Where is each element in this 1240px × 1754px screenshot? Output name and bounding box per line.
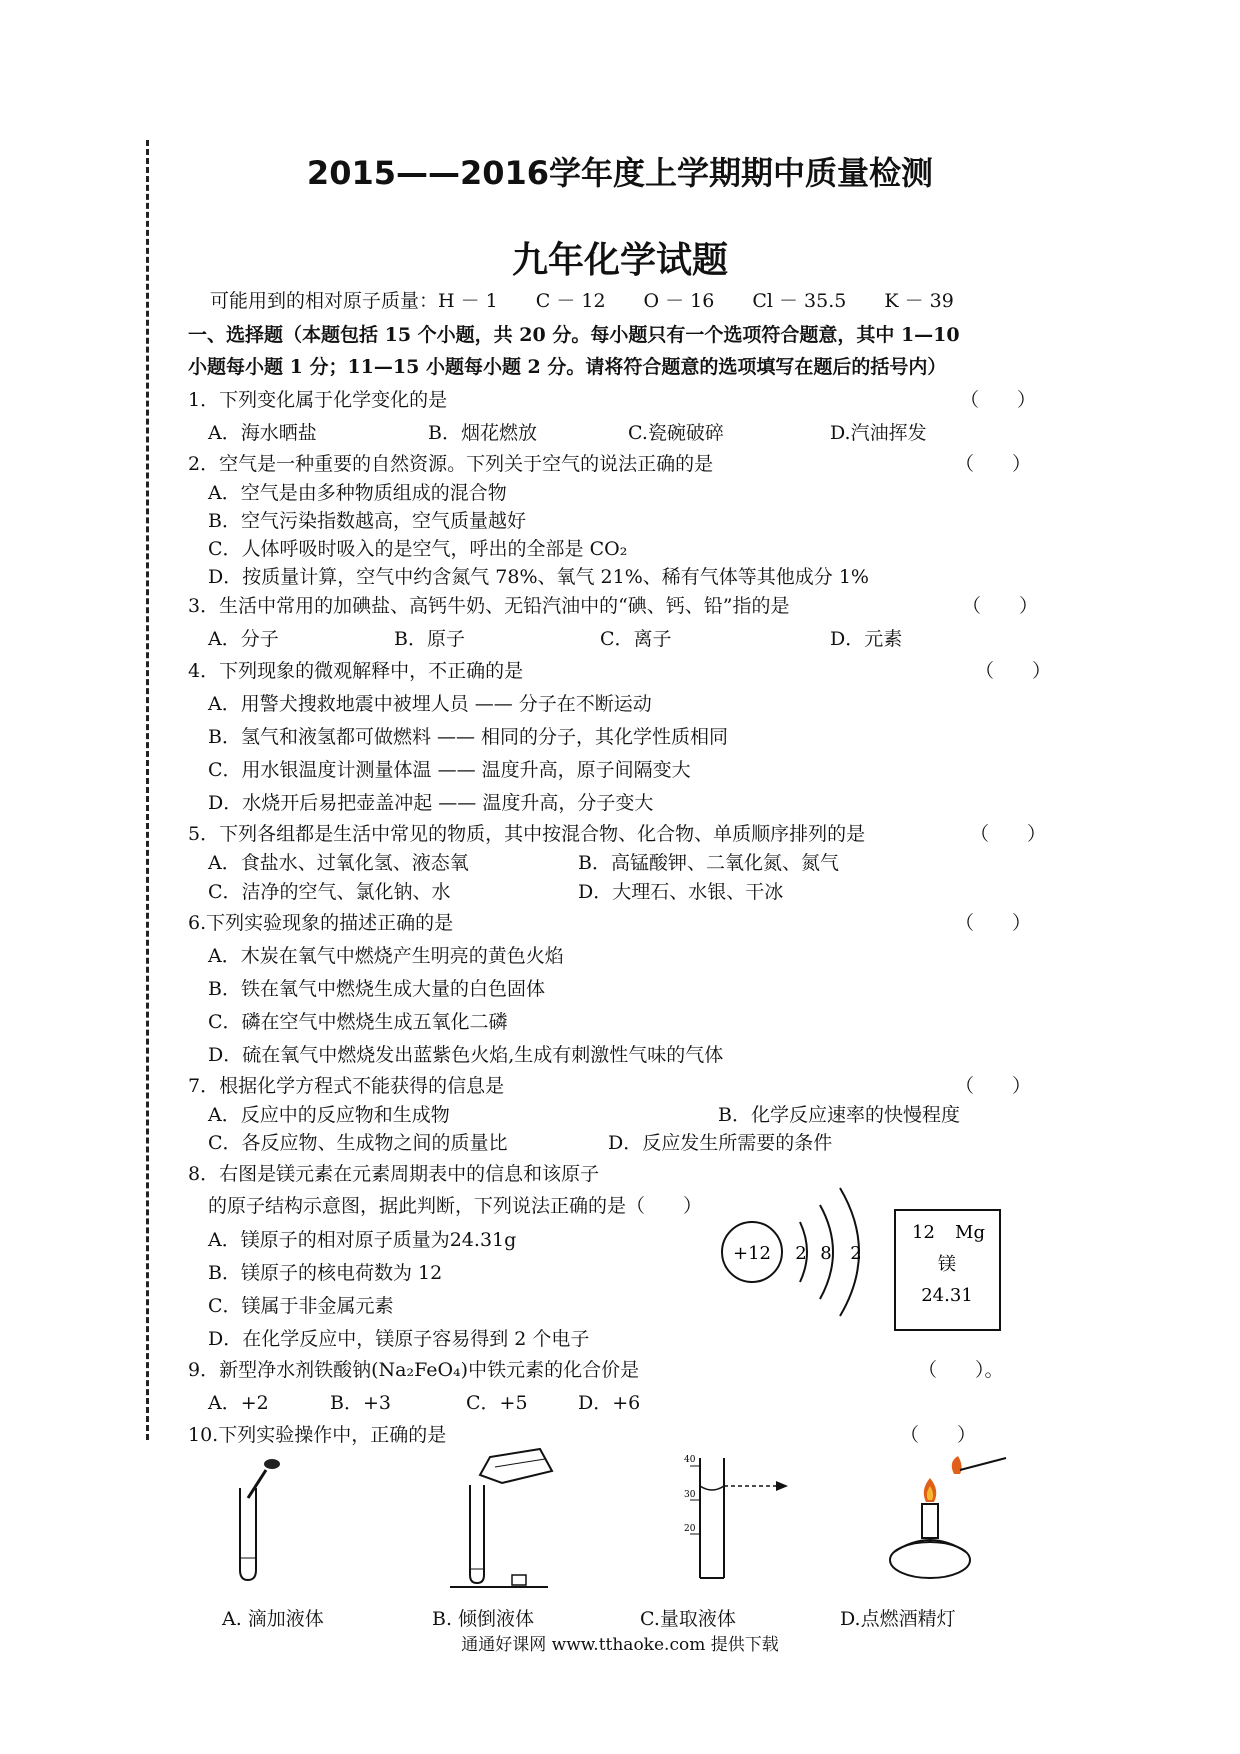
q2-option-b: B．空气污染指数越高，空气质量越好 <box>208 510 526 532</box>
q4-option-c: C．用水银温度计测量体温 —— 温度升高，原子间隔变大 <box>208 759 691 781</box>
nucleus-charge: +12 <box>733 1243 771 1264</box>
binding-dashed-line <box>146 140 149 1440</box>
q6-option-d: D．硫在氧气中燃烧发出蓝紫色火焰,生成有刺激性气味的气体 <box>208 1044 724 1066</box>
atomic-mass: 24.31 <box>921 1285 973 1306</box>
shell-electrons-1: 2 <box>795 1243 807 1264</box>
q5-option-d: D．大理石、水银、干冰 <box>578 881 784 903</box>
section-heading-1: 一、选择题（本题包括 15 个小题，共 20 分。每小题只有一个选项符合题意，其中 1—10 <box>188 324 960 346</box>
q1-option-d: D.汽油挥发 <box>830 422 927 444</box>
q6-answer-paren[interactable]: （ ） <box>955 912 1032 934</box>
exam-subtitle: 九年化学试题 <box>511 240 728 281</box>
q7-stem: 7．根据化学方程式不能获得的信息是 <box>188 1075 505 1097</box>
q10-answer-paren[interactable]: （ ） <box>900 1424 977 1446</box>
q4-option-d: D．水烧开后易把壶盖冲起 —— 温度升高，分子变大 <box>208 792 654 814</box>
q5-option-b: B．高锰酸钾、二氧化氮、氮气 <box>578 852 839 874</box>
q10-option-a: A. 滴加液体 <box>222 1608 324 1630</box>
cylinder-tick-40: 40 <box>684 1455 696 1465</box>
q3-option-b: B．原子 <box>394 628 465 650</box>
q1-stem: 1．下列变化属于化学变化的是 <box>188 389 448 411</box>
q8-option-c: C．镁属于非金属元素 <box>208 1295 394 1317</box>
pouring-liquid-figure <box>440 1445 560 1590</box>
q5-option-c: C．洁净的空气、氯化钠、水 <box>208 881 451 903</box>
q6-option-a: A．木炭在氧气中燃烧产生明亮的黄色火焰 <box>208 945 564 967</box>
graduated-cylinder-figure <box>680 1448 800 1588</box>
q8-option-b: B．镁原子的核电荷数为 12 <box>208 1262 443 1284</box>
q9-answer-paren[interactable]: （ ）。 <box>918 1359 1004 1381</box>
q9-option-d: D．+6 <box>578 1392 641 1414</box>
q9-option-b: B．+3 <box>330 1392 391 1414</box>
q6-stem: 6.下列实验现象的描述正确的是 <box>188 912 454 934</box>
q8-option-d: D．在化学反应中，镁原子容易得到 2 个电子 <box>208 1328 590 1350</box>
q4-option-a: A．用警犬搜救地震中被埋人员 —— 分子在不断运动 <box>208 693 652 715</box>
q7-option-b: B．化学反应速率的快慢程度 <box>718 1104 960 1126</box>
q10-option-c: C.量取液体 <box>640 1608 736 1630</box>
element-symbol: Mg <box>955 1222 985 1243</box>
q10-stem: 10.下列实验操作中，正确的是 <box>188 1424 447 1446</box>
q3-option-a: A．分子 <box>208 628 279 650</box>
exam-title: 2015——2016学年度上学期期中质量检测 <box>306 154 934 192</box>
q2-answer-paren[interactable]: （ ） <box>955 453 1032 475</box>
q7-answer-paren[interactable]: （ ） <box>955 1075 1032 1097</box>
q10-option-d: D.点燃酒精灯 <box>840 1608 956 1630</box>
q4-answer-paren[interactable]: （ ） <box>975 660 1052 682</box>
footer-source: 通通好课网 www.tthaoke.com 提供下载 <box>461 1635 779 1655</box>
q2-stem: 2．空气是一种重要的自然资源。下列关于空气的说法正确的是 <box>188 453 714 475</box>
q4-option-b: B．氢气和液氢都可做燃料 —— 相同的分子，其化学性质相同 <box>208 726 729 748</box>
shell-electrons-3: 2 <box>850 1243 862 1264</box>
cylinder-tick-30: 30 <box>684 1490 696 1500</box>
q9-stem: 9．新型净水剂铁酸钠(Na₂FeO₄)中铁元素的化合价是 <box>188 1359 640 1381</box>
q6-option-b: B．铁在氧气中燃烧生成大量的白色固体 <box>208 978 545 1000</box>
q3-option-d: D．元素 <box>830 628 903 650</box>
cylinder-tick-20: 20 <box>684 1524 696 1534</box>
q5-answer-paren[interactable]: （ ） <box>970 823 1047 845</box>
q8-stem-line1: 8．右图是镁元素在元素周期表中的信息和该原子 <box>188 1163 600 1185</box>
dropper-test-tube-figure <box>220 1458 300 1588</box>
magnesium-figure <box>700 1160 1020 1340</box>
alcohol-lamp-figure <box>880 1448 1020 1588</box>
q8-stem-line2: 的原子结构示意图，据此判断，下列说法正确的是（ ） <box>208 1195 703 1217</box>
q10-option-b: B. 倾倒液体 <box>432 1608 535 1630</box>
q9-option-a: A．+2 <box>208 1392 269 1414</box>
q8-option-a: A．镁原子的相对原子质量为24.31g <box>208 1229 517 1251</box>
q7-option-c: C．各反应物、生成物之间的质量比 <box>208 1132 508 1154</box>
q7-option-d: D．反应发生所需要的条件 <box>608 1132 833 1154</box>
q1-option-c: C.瓷碗破碎 <box>628 422 724 444</box>
section-heading-2: 小题每小题 1 分；11—15 小题每小题 2 分。请将符合题意的选项填写在题后的括号内） <box>188 356 947 378</box>
q3-option-c: C．离子 <box>600 628 672 650</box>
q3-stem: 3．生活中常用的加碘盐、高钙牛奶、无铅汽油中的“碘、钙、铅”指的是 <box>188 595 790 617</box>
shell-electrons-2: 8 <box>820 1243 832 1264</box>
atomic-mass-line: 可能用到的相对原子质量：H － 1 C － 12 O － 16 Cl － 35.5 K － 39 <box>210 290 954 312</box>
q2-option-a: A．空气是由多种物质组成的混合物 <box>208 482 507 504</box>
q1-option-b: B．烟花燃放 <box>428 422 537 444</box>
q5-option-a: A．食盐水、过氧化氢、液态氧 <box>208 852 469 874</box>
q9-option-c: C．+5 <box>466 1392 528 1414</box>
atomic-number: 12 <box>912 1222 935 1243</box>
q5-stem: 5．下列各组都是生活中常见的物质，其中按混合物、化合物、单质顺序排列的是 <box>188 823 866 845</box>
q1-option-a: A．海水晒盐 <box>208 422 317 444</box>
q2-option-d: D．按质量计算，空气中约含氮气 78%、氧气 21%、稀有气体等其他成分 1% <box>208 566 869 588</box>
q1-answer-paren[interactable]: （ ） <box>960 389 1037 411</box>
q2-option-c: C．人体呼吸时吸入的是空气，呼出的全部是 CO₂ <box>208 538 628 560</box>
q7-option-a: A．反应中的反应物和生成物 <box>208 1104 450 1126</box>
q3-answer-paren[interactable]: （ ） <box>962 595 1039 617</box>
q6-option-c: C．磷在空气中燃烧生成五氧化二磷 <box>208 1011 508 1033</box>
element-name: 镁 <box>938 1254 956 1275</box>
q4-stem: 4．下列现象的微观解释中，不正确的是 <box>188 660 524 682</box>
